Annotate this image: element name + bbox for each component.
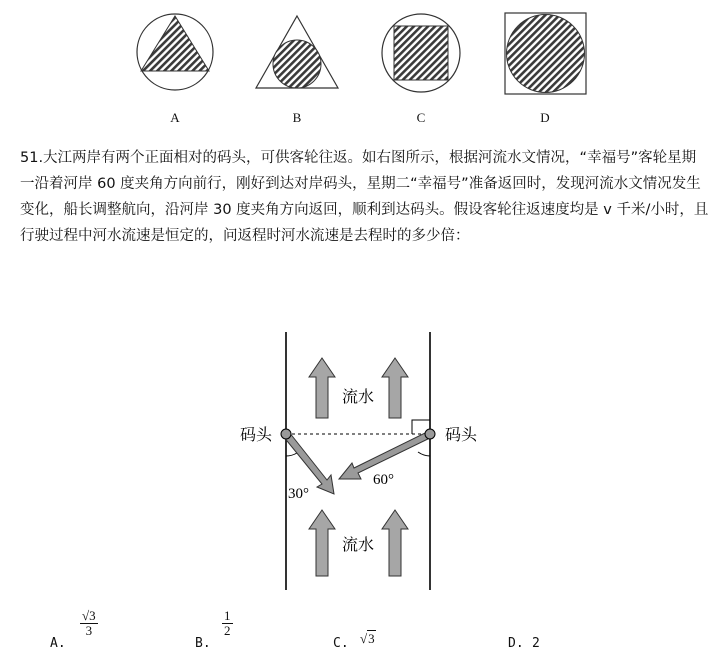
angle-arc-left [286,453,297,456]
shape-label-d: D [540,110,550,125]
choice-a-letter[interactable]: A. [50,636,66,651]
trajectory-arrow-30 [283,432,334,494]
flow-arrow-icon [309,510,335,576]
choice-c-value[interactable]: √3 [360,631,375,646]
shape-a [137,14,213,90]
shape-label-c: C [416,110,426,125]
shape-d [505,13,586,94]
dock-right-icon [425,429,435,439]
flow-arrow-icon [382,510,408,576]
choice-b-denominator: 2 [224,623,231,638]
shape-c [382,14,460,92]
dock-label-right: 码头 [445,425,478,444]
trajectory-arrows [283,431,432,494]
choice-a-value[interactable] [80,608,98,638]
choice-a-numerator: √3 [82,608,96,623]
shape-b [256,16,338,88]
river-diagram [220,332,510,590]
river-diagram-svg [220,332,510,590]
choice-b-value[interactable] [222,608,233,638]
shape-label-b: B [292,110,302,125]
figure-options [0,0,723,130]
angle-label-left: 30° [288,486,309,502]
choice-b-letter[interactable]: B. [195,636,211,651]
dock-label-left: 码头 [240,425,273,444]
shape-label-a: A [170,110,180,125]
question-text: 51.大江两岸有两个正面相对的码头，可供客轮往返。如右图所示，根据河流水文情况，“幸福号”客轮星期一沿着河岸 60 度夹角方向前行，刚好到达对岸码头，星期二“幸福号”准备返回时，发现河流水文情况发生变化，船长调整航向，沿河岸 30 度夹角方向返回，顺利到达码头。假设客轮往返速度均是 v 千米/小时，且行驶过程中河水流速是恒定的，问返程时河水流速是去程时的多少倍： [20,150,709,244]
flow-label-top: 流水 [342,387,375,406]
choice-d-letter[interactable]: D. [508,636,524,651]
shape-figures [0,0,723,110]
answer-choices [0,600,723,657]
choice-c-radicand: 3 [368,631,375,646]
flow-arrow-icon [382,358,408,418]
choice-c-letter[interactable]: C. [333,636,349,651]
flow-label-bottom: 流水 [342,535,375,554]
choice-a-denominator: 3 [85,623,93,638]
angle-label-right: 60° [373,472,394,488]
choice-d-value[interactable]: 2 [532,636,540,651]
angle-arc-right [418,452,430,456]
flow-arrow-icon [309,358,335,418]
choice-b-numerator: 1 [224,608,231,623]
dock-left-icon [281,429,291,439]
